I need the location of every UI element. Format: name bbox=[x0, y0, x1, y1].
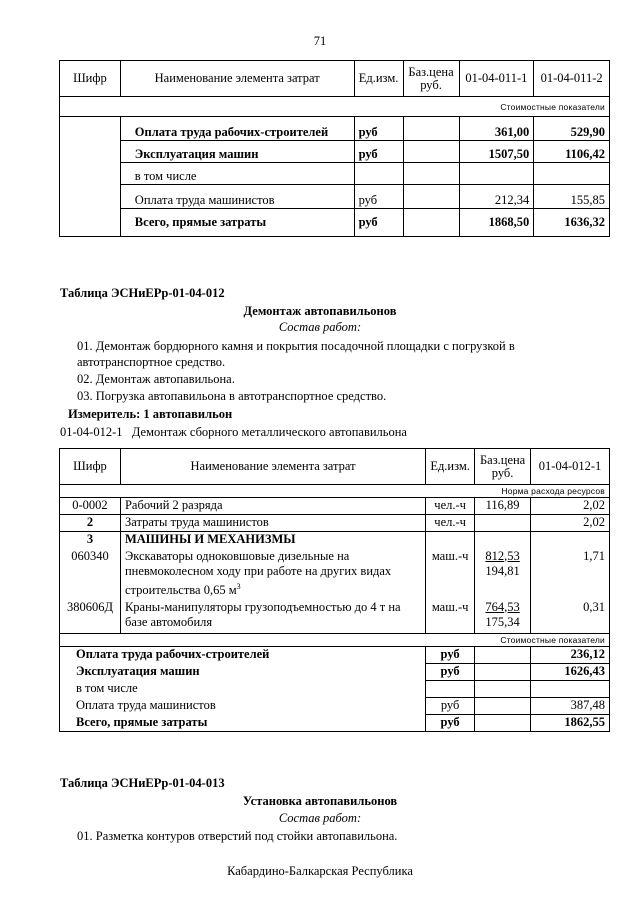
table-row-unit: чел.-ч bbox=[426, 498, 475, 515]
table-row-name: Рабочий 2 разряда bbox=[120, 498, 425, 515]
col-header-code: Шифр bbox=[60, 449, 121, 485]
page-number: 71 bbox=[313, 34, 327, 48]
table-row-unit: руб bbox=[354, 209, 403, 237]
col-header-norm: 01-04-012-1 bbox=[531, 449, 610, 485]
work-item-1: 01. Демонтаж бордюрного камня и покрытия посадочной площадки с погрузкой в bbox=[77, 339, 515, 353]
table-row-value-1: 212,34 bbox=[459, 185, 534, 209]
table-row-name: Оплата труда машинистов bbox=[120, 185, 354, 209]
table-row-unit: руб bbox=[354, 141, 403, 163]
table-row-price bbox=[475, 600, 531, 634]
machine-name-line: Краны-манипуляторы грузоподъемностью до 4 т на bbox=[124, 599, 401, 614]
table-row-price bbox=[475, 515, 531, 532]
table-title-013: Таблица ЭСНиЕРр-01-04-013 bbox=[60, 776, 225, 790]
cost-row-unit: руб bbox=[426, 647, 475, 664]
table-row-price bbox=[475, 532, 531, 549]
resource-table-01-04-012 bbox=[59, 448, 610, 732]
cost-row-price bbox=[475, 698, 531, 715]
cost-row-value bbox=[531, 681, 610, 698]
work-item-3: 03. Погрузка автопавильона в автотранспортное средство. bbox=[77, 389, 387, 403]
cost-row-price bbox=[475, 681, 531, 698]
table-row-unit bbox=[426, 532, 475, 549]
table-row-name: МАШИНЫ И МЕХАНИЗМЫ bbox=[120, 532, 425, 549]
table-row-unit bbox=[354, 163, 403, 185]
table-row-code: 060340 bbox=[60, 549, 121, 600]
table-row-code: 380606Д bbox=[60, 600, 121, 634]
table-row-unit: руб bbox=[354, 117, 403, 141]
table-row-value: 0,31 bbox=[531, 600, 610, 634]
cost-row-name: в том числе bbox=[60, 681, 426, 698]
cost-row-value: 1626,43 bbox=[531, 664, 610, 681]
table-row-value-1: 1868,50 bbox=[459, 209, 534, 237]
table-row-price bbox=[403, 185, 459, 209]
table-row-price: 116,89 bbox=[475, 498, 531, 515]
cost-row-unit bbox=[426, 681, 475, 698]
table-row-code: 0-0002 bbox=[60, 498, 121, 515]
col-header-name: Наименование элемента затрат bbox=[120, 61, 354, 97]
machine-name-line: строительства 0,65 $м^3$ bbox=[124, 581, 241, 597]
table-row-value: 2,02 bbox=[531, 515, 610, 532]
section-heading-012: Демонтаж автопавильонов bbox=[243, 304, 397, 318]
table-row-price bbox=[403, 141, 459, 163]
meter-line: Измеритель: 1 автопавильон bbox=[68, 407, 233, 421]
table-row-value-1: 1507,50 bbox=[459, 141, 534, 163]
table-row-unit: руб bbox=[354, 185, 403, 209]
cost-table-01-04-011 bbox=[59, 60, 610, 237]
col-header-unit: Ед.изм. bbox=[426, 449, 475, 485]
table-row-value-2: 1636,32 bbox=[534, 209, 610, 237]
col-header-name: Наименование элемента затрат bbox=[120, 449, 425, 485]
subheader-cost-indicators: Стоимостные показатели bbox=[60, 634, 610, 647]
work-item-1-cont: автотранспортное средство. bbox=[77, 355, 226, 369]
cost-row-value: 387,48 bbox=[531, 698, 610, 715]
page-footer: Кабардино-Балкарская Республика bbox=[227, 864, 413, 878]
price-top: 764,53 bbox=[485, 599, 520, 614]
table-row-value-2: 529,90 bbox=[534, 117, 610, 141]
table-row-name: Затраты труда машинистов bbox=[120, 515, 425, 532]
table-row-name: Всего, прямые затраты bbox=[120, 209, 354, 237]
work-item-2: 02. Демонтаж автопавильона. bbox=[77, 372, 235, 386]
code-line-012-1: 01-04-012-1 Демонтаж сборного металлического автопавильона bbox=[60, 425, 407, 439]
machine-name-line: Экскаваторы одноковшовые дизельные на bbox=[124, 548, 350, 563]
price-bottom: 175,34 bbox=[485, 614, 520, 629]
col-header-unit: Ед.изм. bbox=[354, 61, 403, 97]
table-row-code: 2 bbox=[60, 515, 121, 532]
cost-row-price bbox=[475, 715, 531, 732]
table-row-price bbox=[403, 117, 459, 141]
table-row-unit: чел.-ч bbox=[426, 515, 475, 532]
cost-row-price bbox=[475, 647, 531, 664]
cost-row-name: Оплата труда машинистов bbox=[60, 698, 426, 715]
table-row-code bbox=[60, 209, 121, 237]
cost-row-value: 236,12 bbox=[531, 647, 610, 664]
table-row-code bbox=[60, 163, 121, 185]
cost-row-name: Оплата труда рабочих-строителей bbox=[60, 647, 426, 664]
machine-name-line: пневмоколесном ходу при работе на других видах bbox=[124, 563, 392, 578]
col-header-price: Баз.цена руб. bbox=[475, 449, 531, 485]
table-row-unit: маш.-ч bbox=[426, 600, 475, 634]
cost-row-name: Эксплуатация машин bbox=[60, 664, 426, 681]
table-row-code bbox=[60, 185, 121, 209]
table-row-price bbox=[403, 209, 459, 237]
table-row-code bbox=[60, 117, 121, 141]
cost-row-unit: руб bbox=[426, 698, 475, 715]
table-row-value-2: 1106,42 bbox=[534, 141, 610, 163]
col-header-norm-2: 01-04-011-2 bbox=[534, 61, 610, 97]
table-row-value-2 bbox=[534, 163, 610, 185]
cost-row-unit: руб bbox=[426, 664, 475, 681]
subheader-resource-norms: Норма расхода ресурсов bbox=[60, 485, 610, 498]
cost-row-price bbox=[475, 664, 531, 681]
table-row-value-1 bbox=[459, 163, 534, 185]
table-row-unit: маш.-ч bbox=[426, 549, 475, 600]
table-row-value: 2,02 bbox=[531, 498, 610, 515]
table-row-name bbox=[120, 600, 425, 634]
table-row-price bbox=[475, 549, 531, 600]
price-bottom: 194,81 bbox=[485, 563, 520, 578]
section-heading-013: Установка автопавильонов bbox=[242, 794, 398, 808]
composition-title-012: Состав работ: bbox=[278, 320, 362, 334]
table-row-price bbox=[403, 163, 459, 185]
machine-name-line: базе автомобиля bbox=[124, 614, 213, 629]
table-row-value-2: 155,85 bbox=[534, 185, 610, 209]
subheader-cost-indicators: Стоимостные показатели bbox=[60, 97, 610, 117]
work-item-013-1: 01. Разметка контуров отверстий под стойки автопавильона. bbox=[77, 829, 398, 843]
price-top: 812,53 bbox=[485, 548, 520, 563]
table-row-value: 1,71 bbox=[531, 549, 610, 600]
composition-title-013: Состав работ: bbox=[278, 811, 362, 825]
table-row-value-1: 361,00 bbox=[459, 117, 534, 141]
table-row-code: 3 bbox=[60, 532, 121, 549]
table-row-name: Эксплуатация машин bbox=[120, 141, 354, 163]
table-title-012: Таблица ЭСНиЕРр-01-04-012 bbox=[60, 286, 225, 300]
cost-row-name: Всего, прямые затраты bbox=[60, 715, 426, 732]
cost-row-value: 1862,55 bbox=[531, 715, 610, 732]
col-header-code: Шифр bbox=[60, 61, 121, 97]
table-row-name bbox=[120, 549, 425, 600]
col-header-norm-1: 01-04-011-1 bbox=[459, 61, 534, 97]
col-header-price: Баз.цена руб. bbox=[403, 61, 459, 97]
table-row-value bbox=[531, 532, 610, 549]
table-row-code bbox=[60, 141, 121, 163]
cost-row-unit: руб bbox=[426, 715, 475, 732]
table-row-name: Оплата труда рабочих-строителей bbox=[120, 117, 354, 141]
table-row-name: в том числе bbox=[120, 163, 354, 185]
